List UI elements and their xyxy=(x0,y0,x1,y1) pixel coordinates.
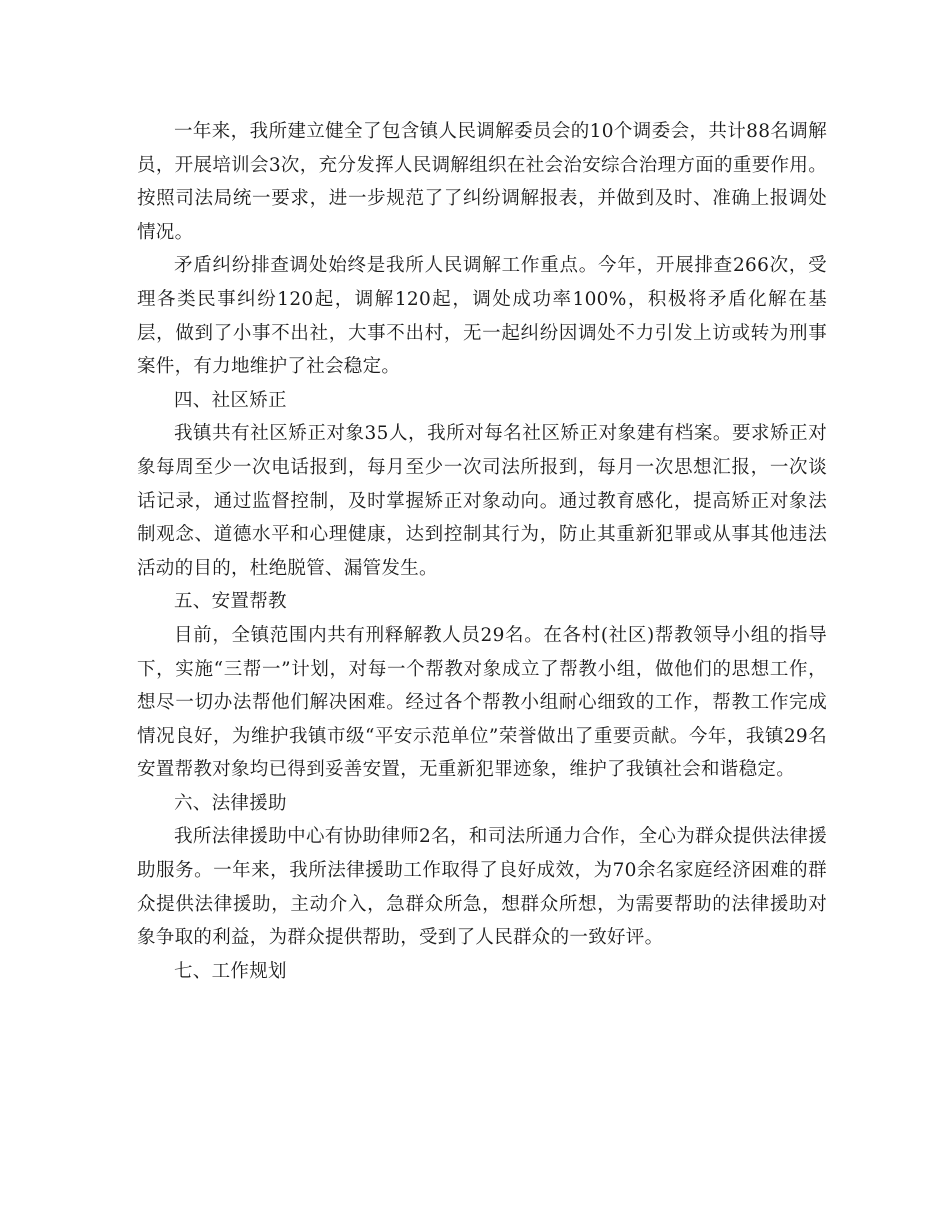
section-heading-community-correction: 四、社区矫正 xyxy=(174,389,287,411)
paragraph-community-correction: 我镇共有社区矫正对象35人，我所对每名社区矫正对象建有档案。要求矫正对象每周至少一次电话报到，每月至少一次司法所报到，每月一次思想汇报，一次谈话记录，通过监督控制，及时掌握矫正对象动向。通过教育感化，提高矫正对象法制观念、道德水平和心理健康，达到控制其行为，防止其重新犯罪或从事其他违法活动的目的，杜绝脱管、漏管发生。 xyxy=(137,423,827,579)
document-body xyxy=(137,115,827,988)
paragraph-mediation-committees: 一年来，我所建立健全了包含镇人民调解委员会的10个调委会，共计88名调解员，开展培训会3次，充分发挥人民调解组织在社会治安综合治理方面的重要作用。按照司法局统一要求，进一步规范了了纠纷调解报表，并做到及时、准确上报调处情况。 xyxy=(137,121,827,243)
paragraph-resettlement: 目前，全镇范围内共有刑释解教人员29名。在各村(社区)帮教领导小组的指导下，实施“三帮一”计划，对每一个帮教对象成立了帮教小组，做他们的思想工作，想尽一切办法帮他们解决困难。经过各个帮教小组耐心细致的工作，帮教工作完成情况良好，为维护我镇市级“平安示范单位”荣誉做出了重要贡献。今年，我镇29名安置帮教对象均已得到妥善安置，无重新犯罪迹象，维护了我镇社会和谐稳定。 xyxy=(137,624,827,781)
section-heading-work-plan: 七、工作规划 xyxy=(174,960,287,982)
section-heading-resettlement: 五、安置帮教 xyxy=(174,591,287,613)
paragraph-dispute-screening: 矛盾纠纷排查调处始终是我所人民调解工作重点。今年，开展排查266次，受理各类民事纠纷120起，调解120起，调处成功率100%，积极将矛盾化解在基层，做到了小事不出社，大事不出村，无一起纠纷因调处不力引发上访或转为刑事案件，有力地维护了社会稳定。 xyxy=(137,255,827,378)
paragraph-legal-aid: 我所法律援助中心有协助律师2名，和司法所通力合作，全心为群众提供法律援助服务。一年来，我所法律援助工作取得了良好成效，为70余名家庭经济困难的群众提供法律援助，主动介入，急群众所急，想群众所想，为需要帮助的法律援助对象争取的利益，为群众提供帮助，受到了人民群众的一致好评。 xyxy=(137,826,827,949)
section-heading-legal-aid: 六、法律援助 xyxy=(174,792,287,814)
